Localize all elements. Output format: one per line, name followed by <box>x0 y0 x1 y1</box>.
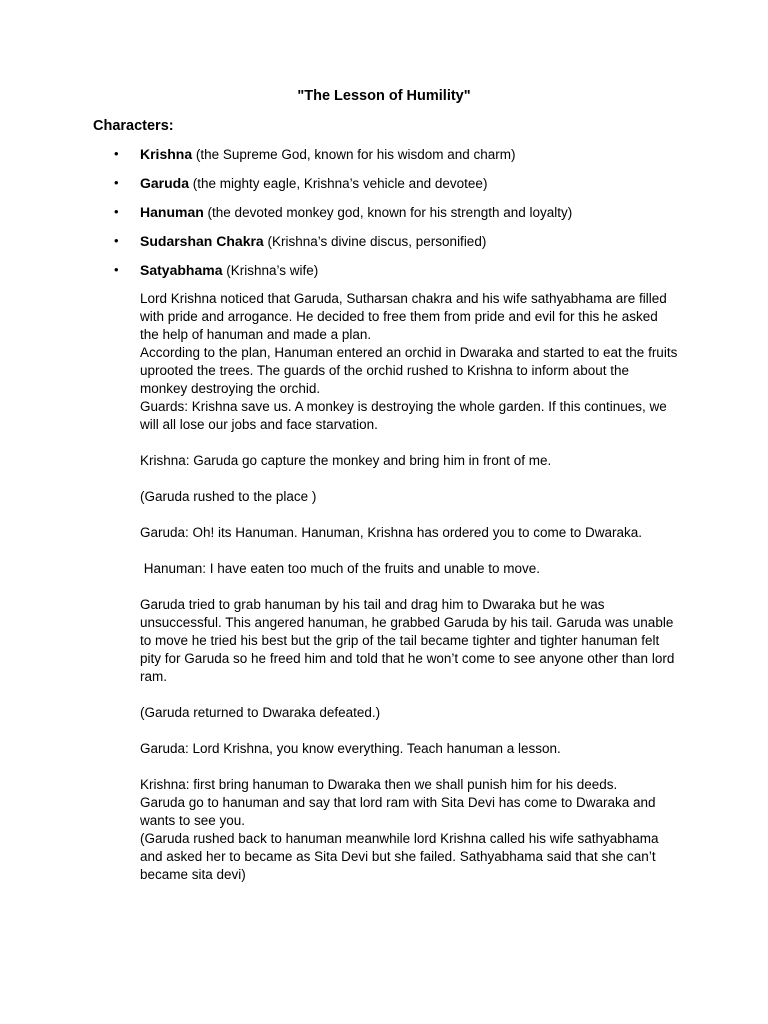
paragraph: Lord Krishna noticed that Garuda, Sutharsan chakra and his wife sathyabhama are filled with pride and arrogance. He decided to free them from pride and evil for this he asked the help of hanuman and made a plan. <box>140 291 671 342</box>
character-name: Satyabhama <box>140 262 223 278</box>
character-name: Krishna <box>140 146 193 162</box>
paragraph: According to the plan, Hanuman entered an orchid in Dwaraka and started to eat the fruits uprooted the trees. The guards of the orchid rushed to Krishna to inform about the monkey destroying the orchid. <box>140 345 682 396</box>
character-name: Sudarshan Chakra <box>140 233 264 249</box>
blank-line <box>140 686 680 704</box>
character-description: (the mighty eagle, Krishna’s vehicle and devotee) <box>189 176 488 191</box>
list-item <box>0 144 768 173</box>
bullet-icon: • <box>114 262 119 277</box>
character-name: Hanuman <box>140 204 204 220</box>
paragraph: Guards: Krishna save us. A monkey is destroying the whole garden. If this continues, we will all lose our jobs and face starvation. <box>140 399 671 432</box>
blank-line <box>140 506 680 524</box>
character-name: Garuda <box>140 175 190 191</box>
blank-line <box>140 722 680 740</box>
list-item <box>0 173 768 202</box>
paragraph: Krishna: Garuda go capture the monkey and bring him in front of me. <box>140 453 552 468</box>
blank-line <box>140 578 680 596</box>
character-description: (the devoted monkey god, known for his strength and loyalty) <box>203 205 573 220</box>
paragraph: Garuda go to hanuman and say that lord ram with Sita Devi has come to Dwaraka and wants to see you. <box>140 795 660 828</box>
blank-line <box>140 470 680 488</box>
paragraph: Garuda: Oh! its Hanuman. Hanuman, Krishna has ordered you to come to Dwaraka. <box>140 525 643 540</box>
paragraph: Garuda: Lord Krishna, you know everything. Teach hanuman a lesson. <box>140 741 561 756</box>
document-title: "The Lesson of Humility" <box>297 88 471 104</box>
paragraph: Garuda tried to grab hanuman by his tail and drag him to Dwaraka but he was unsuccessful. This angered hanuman, he grabbed Garuda by his tail. Garuda was unable to move he tried his best but the grip of the tail became tighter and tighter hanuman felt pity for Garuda so he freed him and told that he won’t come to see anyone other than lord ram. <box>140 597 679 684</box>
list-item <box>0 231 768 260</box>
blank-line <box>140 542 680 560</box>
bullet-icon: • <box>114 175 119 190</box>
list-item <box>0 202 768 231</box>
paragraph: Krishna: first bring hanuman to Dwaraka then we shall punish him for his deeds. <box>140 777 618 792</box>
list-item <box>0 260 768 289</box>
characters-list <box>0 144 768 289</box>
blank-line <box>140 758 680 776</box>
character-description: (the Supreme God, known for his wisdom and charm) <box>192 147 516 162</box>
characters-heading: Characters: <box>93 118 174 134</box>
paragraph: (Garuda rushed back to hanuman meanwhile lord Krishna called his wife sathyabhama and asked her to became as Sita Devi but she failed. Sathyabhama said that she can’t became sita devi) <box>140 831 663 882</box>
paragraph: (Garuda rushed to the place ) <box>140 489 317 504</box>
bullet-icon: • <box>114 146 119 161</box>
paragraph: (Garuda returned to Dwaraka defeated.) <box>140 705 381 720</box>
bullet-icon: • <box>114 204 119 219</box>
blank-line <box>140 434 680 452</box>
bullet-icon: • <box>114 233 119 248</box>
paragraph: Hanuman: I have eaten too much of the fruits and unable to move. <box>140 561 541 576</box>
character-description: (Krishna’s wife) <box>222 263 319 278</box>
story-body <box>140 290 680 884</box>
character-description: (Krishna’s divine discus, personified) <box>263 234 487 249</box>
